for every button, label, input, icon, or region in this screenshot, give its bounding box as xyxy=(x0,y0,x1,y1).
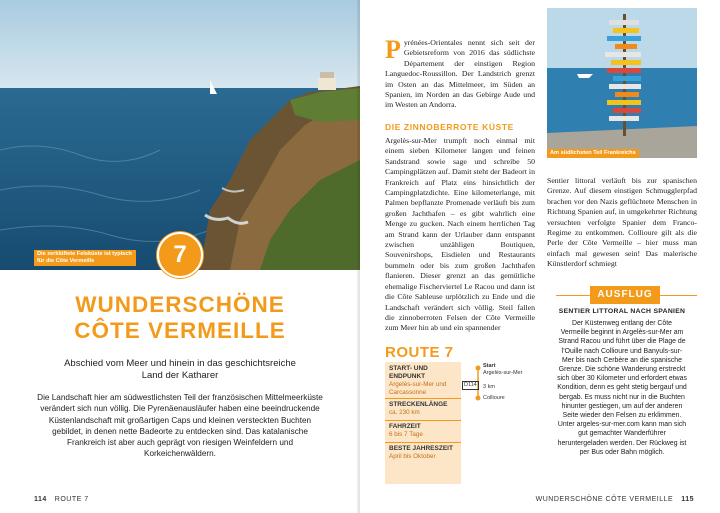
distance-value: ca. 230 km xyxy=(389,409,420,416)
season-info xyxy=(389,445,461,461)
intro-paragraph-text: yrénées-Orientales nennt sich seit der Gebietsreform von 2016 das südlichste Département der einstigen Region Languedoc-Roussillon. Der Landstrich grenzt im Osten an das Mittelmeer, im Süden an Spanien, im Norden an das Gebirge Aude und im Westen an Andorra. xyxy=(385,38,535,110)
drop-cap: P xyxy=(385,35,401,64)
body-paragraph: Argelès-sur-Mer trumpft noch einmal mit einem sieben Kilometer langen und feinen Sandstrand sowie sage und schreibe 50 Campingplätzen auf. Damit steht der Badeort in Frankreich auf Platz eins hinsichtlich der Campingplatzdichte. Eine kilometerlange, mit Palmen bepflanzte Promenade verläuft bis zum großen Jachthafen – es gibt wahrlich eine Menge zu gucken. Nach einem herrlichen Tag am Strand kann der Urlauber dann entspannt zwischen unzähligen Boutiquen, Souvenirshops, Eisdielen und Restaurants bummeln oder bis zum großen Jachthafen flanieren. Dieser grenzt an das gemütliche ehemalige Fischerviertel Le Racou und dann ist die Côte Sableuse urplötzlich zu Ende und die Landschaft verändert sich völlig. Steil fallen die zinnoberroten Felsen der Côte Vermeille zum Meer hin ab und ein spannender xyxy=(385,136,535,333)
duration-value: 6 bis 7 Tage xyxy=(389,431,423,438)
divider xyxy=(385,442,461,443)
running-head: WUNDERSCHÖNE CÔTE VERMEILLE xyxy=(535,496,674,503)
route-start-place: Argelès-sur-Mer xyxy=(483,370,523,376)
chapter-badge: 7 xyxy=(157,232,203,278)
excursion-rule-right xyxy=(660,295,697,296)
route-end-place: Collioure xyxy=(483,395,505,401)
start-end-value: Argelès-sur-Mer und Carcassonne xyxy=(389,381,447,396)
start-end-label: START- UND ENDPUNKT xyxy=(389,365,428,380)
season-value: April bis Oktober xyxy=(389,453,436,460)
duration-label: FAHRZEIT xyxy=(389,423,421,430)
excursion-rule-left xyxy=(556,295,590,296)
route-box-title: ROUTE 7 xyxy=(385,344,454,361)
chapter-title-line2: CÔTE VERMEILLE xyxy=(74,318,286,343)
route-distance: 3 km xyxy=(483,384,495,390)
excursion-heading: SENTIER LITTORAL NACH SPANIEN xyxy=(558,308,686,315)
season-label: BESTE JAHRESZEIT xyxy=(389,445,453,452)
page-number: 115 xyxy=(681,496,694,503)
road-number-badge: D114 xyxy=(464,382,477,388)
coastline-photo xyxy=(0,0,360,270)
section-heading: DIE ZINNOBERROTE KÜSTE xyxy=(385,122,514,132)
duration-info xyxy=(389,423,461,439)
right-page xyxy=(360,0,720,513)
distance-info xyxy=(389,401,461,417)
coastline-illustration xyxy=(0,0,360,270)
chapter-intro: Die Landschaft hier am südwestlichsten Teil der französischen Mittelmeerküste verändert sich nun völlig. Die Pyrenäenausläufer haben eine beeindruckende Küstenlandschaft mit großartigen Caps und kleinen versteckten Buchten gebildet, in denen nette Badeorte zu entdecken sind. Das katalanische Frankreich ist aber auch geprägt von riesigen Weinfeldern und Korkeichenwäldern. xyxy=(37,393,323,459)
mini-route-map xyxy=(464,362,538,412)
chapter-title-line1: WUNDERSCHÖNE xyxy=(75,292,285,317)
running-head: ROUTE 7 xyxy=(54,496,89,503)
signpost-photo xyxy=(547,8,697,158)
start-end-info xyxy=(389,365,461,397)
route-start-label: Start xyxy=(483,363,496,369)
page-number: 114 xyxy=(34,496,47,503)
right-folio xyxy=(536,496,694,503)
distance-label: STRECKENLÄNGE xyxy=(389,401,448,408)
divider xyxy=(385,398,461,399)
divider xyxy=(385,420,461,421)
photo-caption: Die zerklüftete Felsküste ist typisch für die Côte Vermeille xyxy=(34,250,136,266)
excursion-tag: AUSFLUG xyxy=(590,286,660,304)
intro-paragraph xyxy=(385,35,535,111)
continued-paragraph: Sentier littoral verläuft bis zur spanischen Grenze. Auf diesem einstigen Schmugglerpfad brachen vor den Nazis geflüchtete Menschen in Richtung Spanien auf, in umgekehrter Richtung versuchten verfolgte Spanier dem Franco-Regime zu entkommen. Collioure gilt als die Perle der Côte Vermeille – hier muss man einfach mal gewesen sein! Das malerische Künstlerdorf schmiegt xyxy=(547,176,697,269)
excursion-text: Der Küstenweg entlang der Côte Vermeille beginnt in Argelès-sur-Mer am Strand Racou und führt über die Plage de l'Ouille nach Collioure und Banyuls-sur-Mer bis nach Cerbère an die spanische Grenze. Die schöne Wanderung erstreckt sich über 30 Kilometer und erfordert etwas Kondition, denn es geht stetig bergauf und bergab. Es muss nicht nur in die Buchten hinunter gestiegen, um auf der anderen Seite wieder den Felsen zu erklimmen. Unter argeles-sur-mer.com kann man sich gut gemachter Wanderführer heruntergeladen werden. Der Rückweg ist per Bus oder Bahn möglich. xyxy=(557,320,687,456)
signpost-illustration xyxy=(547,8,697,158)
chapter-subtitle: Abschied vom Meer und hinein in das geschichtsreiche Land der Katharer xyxy=(64,358,296,381)
left-folio xyxy=(34,496,89,503)
signpost-caption: Am südlichsten Teil Frankreichs xyxy=(547,149,639,158)
